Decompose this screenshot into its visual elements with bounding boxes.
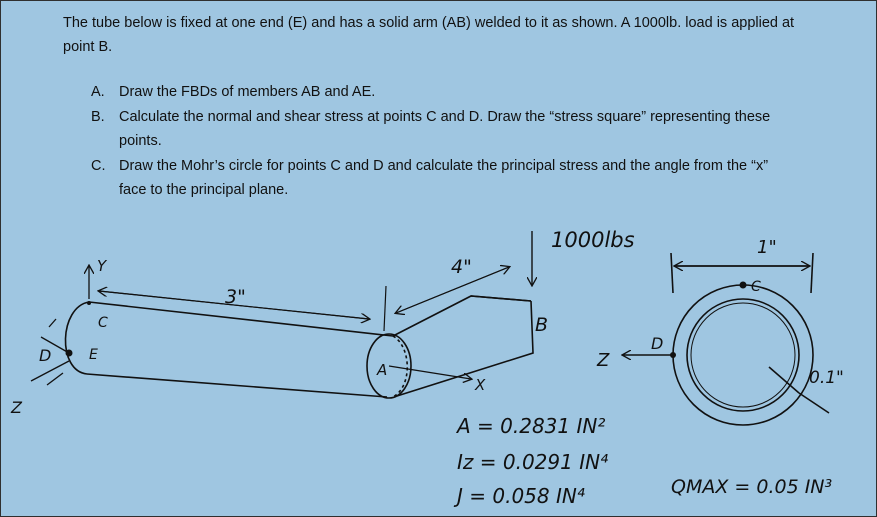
arm-label: 4" — [451, 256, 472, 278]
problem-intro: The tube below is fixed at one end (E) and has a solid arm (AB) welded to it as shown. A 1000lb. load is applied at point B. — [63, 15, 795, 55]
section-d-label: D — [651, 334, 664, 353]
task-a-letter: A. — [91, 84, 105, 100]
axis-z-label: Z — [11, 398, 22, 417]
outer-circle — [673, 285, 813, 425]
point-d-dot — [66, 350, 73, 357]
load-label: 1000lbs — [551, 228, 635, 252]
diameter-label: 1" — [757, 237, 777, 258]
section-c-label: C — [751, 279, 761, 295]
task-b-letter: B. — [91, 109, 105, 125]
point-c-dot — [87, 301, 91, 305]
point-e-label: E — [89, 347, 98, 363]
point-d-label: D — [39, 346, 52, 365]
point-a-label: A — [377, 361, 388, 379]
point-b-label: B — [535, 314, 549, 336]
tube-bottom-edge — [87, 374, 387, 397]
task-a-text: Draw the FBDs of members AB and AE. — [119, 84, 376, 100]
task-c-letter: C. — [91, 158, 106, 174]
section-d-dot — [670, 352, 676, 358]
axes — [31, 266, 471, 385]
tube-fixed-end — [65, 302, 89, 374]
wall-label: 0.1" — [809, 368, 844, 388]
task-b-text: Calculate the normal and shear stress at points C and D. Draw the “stress square” representing these points. — [119, 109, 771, 149]
arm-ab — [393, 296, 533, 396]
iz-value: Iz = 0.0291 IN⁴ — [457, 450, 609, 474]
j-value: J = 0.058 IN⁴ — [457, 484, 585, 508]
tube — [65, 302, 411, 398]
task-c-text: Draw the Mohr’s circle for points C and D and calculate the principal stress and the angle from the “x” face to the principal plane. — [119, 158, 769, 198]
point-c-label: C — [98, 315, 108, 331]
section-z-label: Z — [597, 350, 610, 371]
area-value: A = 0.2831 IN² — [457, 414, 606, 438]
length-label: 3" — [225, 286, 246, 308]
section-c-dot — [740, 282, 747, 289]
inner-circle — [687, 299, 799, 411]
inner-circle-2 — [691, 303, 795, 407]
axis-y-label: Y — [97, 257, 107, 275]
tube-sketch — [1, 1, 876, 516]
axis-x-label: X — [475, 376, 486, 394]
qmax-value: QMAX = 0.05 IN³ — [671, 476, 833, 498]
